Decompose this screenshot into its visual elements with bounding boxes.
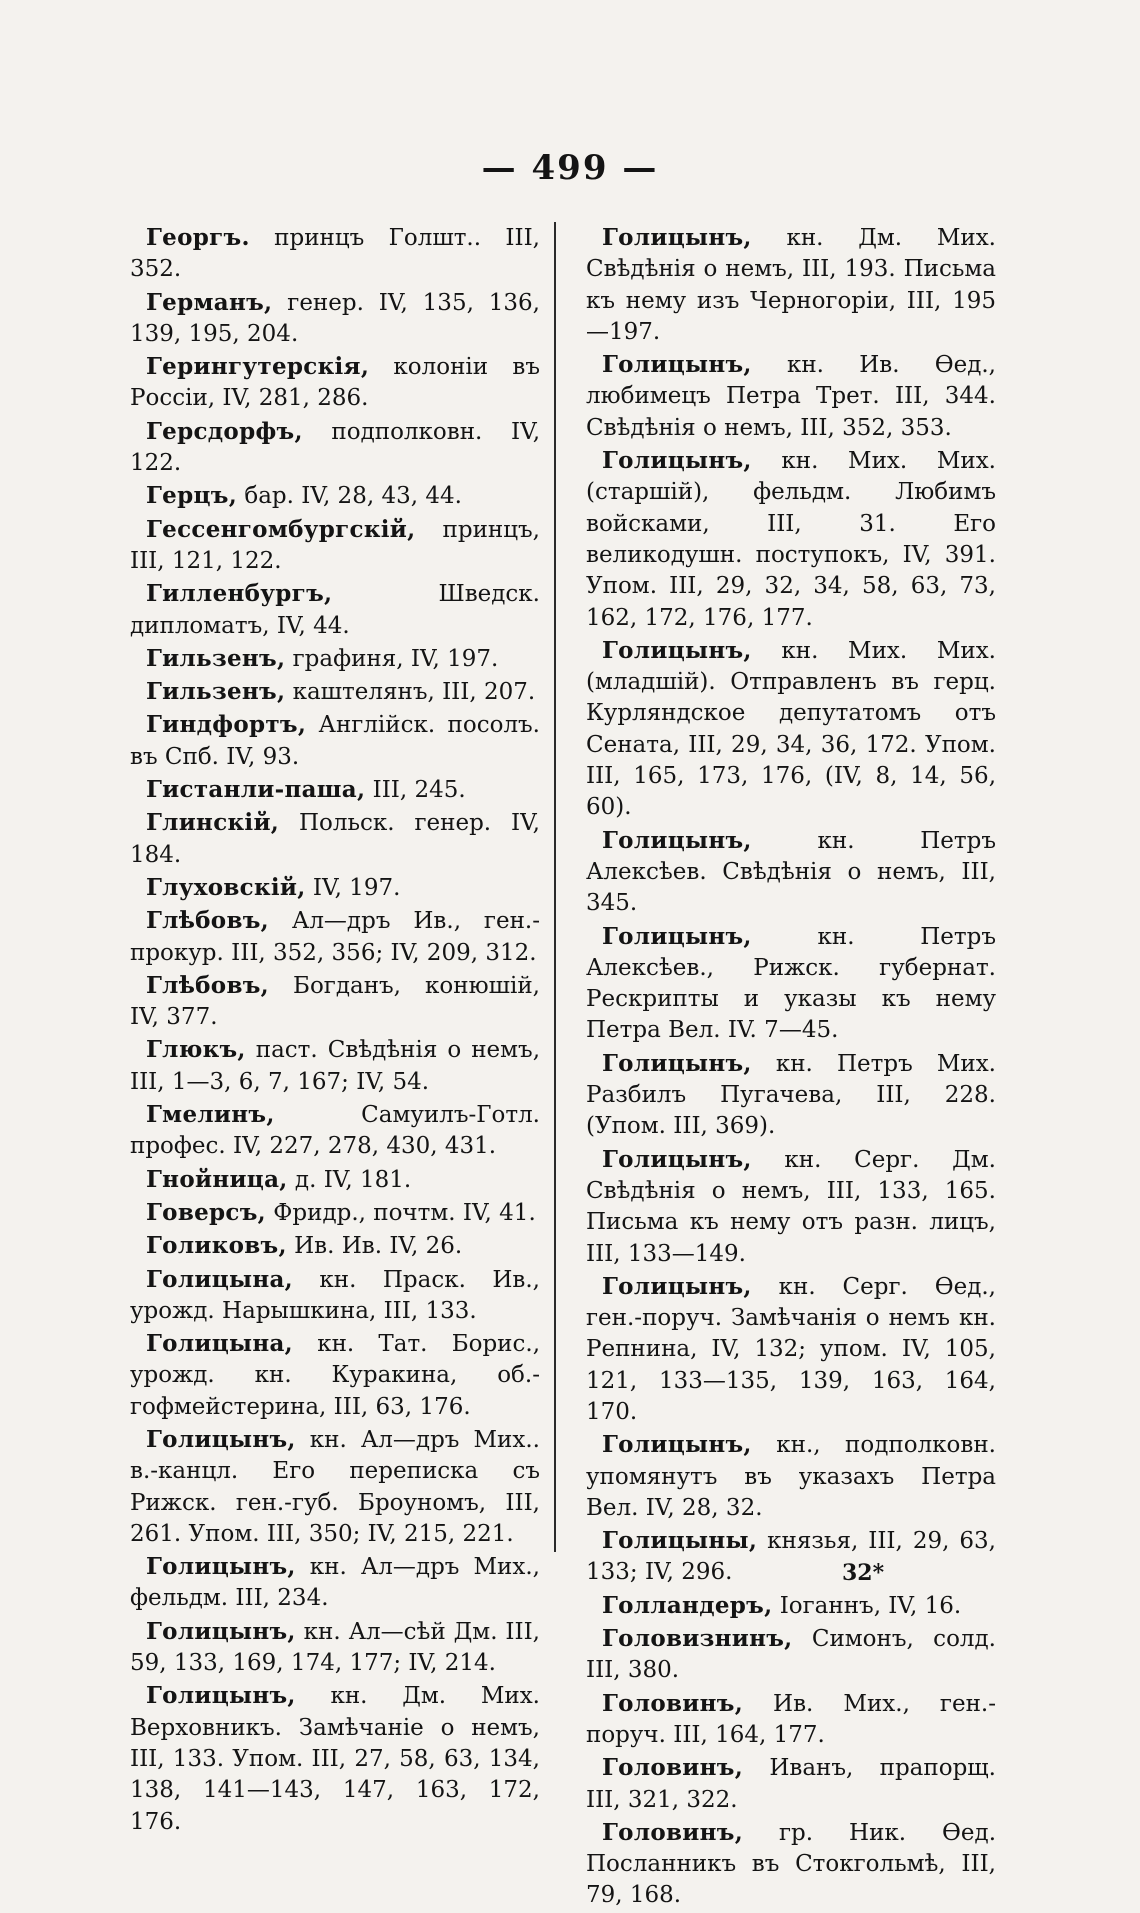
index-entry — [586, 349, 996, 444]
index-entry — [586, 1752, 996, 1816]
entry-headword: Гильзенъ, — [146, 644, 286, 672]
index-entry — [130, 1551, 540, 1615]
entry-headword: Голицынъ, — [602, 1272, 752, 1300]
index-entry — [586, 1144, 996, 1270]
entry-references: кн., подполковн. упомянутъ въ указахъ Петра Вел. IV, 28, 32. — [586, 1432, 996, 1521]
entry-headword: Гистанли-паша, — [146, 776, 366, 804]
column-divider — [554, 222, 556, 1552]
entry-references: бар. IV, 28, 43, 44. — [237, 483, 462, 510]
entry-references: генер. IV, 135, 136, 139, 195, 204. — [130, 289, 540, 347]
index-entry — [130, 709, 540, 773]
entry-headword: Герингутерскія, — [146, 353, 370, 381]
index-entry — [586, 1817, 996, 1912]
index-entry — [130, 1616, 540, 1680]
entry-references: кн. Ив. Ѳед., любимецъ Петра Трет. III, 344. Свѣдѣнія о немъ, III, 352, 353. — [586, 352, 996, 441]
entry-references: принцъ, III, 121, 122. — [130, 516, 540, 574]
entry-references: каштелянъ, III, 207. — [285, 679, 536, 706]
entry-references: Польск. генер. IV, 184. — [130, 810, 540, 868]
index-entry — [130, 1197, 540, 1229]
entry-headword: Голицынъ, — [146, 1682, 296, 1710]
entry-references: кн. Мих. Мих. (старшій), фельдм. Любимъ войсками, III, 31. Его великодушн. поступокъ, IV, 391. Упом. III, 29, 32, 34, 58, 63, 73, 162, 172, 176, 177. — [586, 448, 996, 631]
entry-headword: Голицынъ, — [602, 1431, 752, 1459]
entry-references: кн. Петръ Мих. Разбилъ Пугачева, III, 228. (Упом. III, 369). — [586, 1050, 996, 1140]
index-entry — [586, 1525, 996, 1589]
entry-headword: Гилленбургъ, — [146, 580, 333, 608]
entry-references: принцъ Голшт.. III, 352. — [130, 225, 540, 283]
entry-references: подполковн. IV, 122. — [130, 418, 540, 477]
index-entry — [130, 676, 540, 708]
entry-references: Шведск. дипломатъ, IV, 44. — [130, 581, 540, 639]
entry-references: Симонъ, солд. III, 380. — [586, 1626, 996, 1684]
index-entry — [586, 1688, 996, 1752]
entry-references: Иванъ, прапорщ. III, 321, 322. — [586, 1755, 996, 1813]
entry-headword: Голицынъ, — [602, 636, 752, 664]
index-entry — [586, 825, 996, 920]
index-entry — [130, 905, 540, 969]
entry-references: Іоганнъ, IV, 16. — [772, 1592, 962, 1619]
entry-references: кн. Ал—сѣй Дм. III, 59, 133, 169, 174, 177; IV, 214. — [130, 1618, 540, 1677]
entry-references: Самуилъ-Готл. профес. IV, 227, 278, 430, 431. — [130, 1102, 540, 1160]
index-entry — [130, 416, 540, 480]
index-entry — [586, 1271, 996, 1428]
entry-references: III, 245. — [365, 777, 466, 804]
entry-headword: Голицыны, — [602, 1527, 758, 1555]
entry-headword: Головинъ, — [602, 1818, 744, 1846]
entry-headword: Голицына, — [146, 1330, 293, 1358]
index-entry — [130, 287, 540, 351]
index-entry — [586, 1048, 996, 1143]
entry-headword: Голицынъ, — [602, 224, 752, 251]
entry-headword: Голицынъ, — [602, 351, 752, 379]
index-entry — [586, 222, 996, 348]
entry-references: паст. Свѣдѣнія о немъ, III, 1—3, 6, 7, 167; IV, 54. — [130, 1037, 540, 1095]
entry-headword: Глѣбовъ, — [146, 971, 269, 999]
entry-references: Фридр., почтм. IV, 41. — [265, 1199, 536, 1226]
index-entry — [130, 872, 540, 904]
entry-headword: Глинскій, — [146, 809, 280, 837]
index-entry — [130, 1230, 540, 1262]
entry-headword: Германъ, — [146, 288, 273, 316]
entry-references: Англійск. посолъ. въ Спб. IV, 93. — [130, 712, 540, 770]
index-entry — [586, 921, 996, 1047]
entry-headword: Герсдорфъ, — [146, 417, 303, 445]
entry-references: кн. Петръ Алексѣев., Рижск. губернат. Рескрипты и указы къ нему Петра Вел. IV. 7—45. — [586, 923, 996, 1044]
entry-headword: Гильзенъ, — [146, 678, 286, 706]
entry-headword: Голицынъ, — [602, 447, 752, 475]
index-column-right — [586, 222, 996, 1913]
index-entry — [130, 480, 540, 512]
entry-headword: Голицынъ, — [602, 922, 752, 950]
entry-references: колоніи въ Россіи, IV, 281, 286. — [130, 354, 540, 412]
index-entry — [586, 1429, 996, 1524]
index-entry — [586, 1590, 996, 1622]
entry-headword: Голиковъ, — [146, 1232, 287, 1260]
entry-references: кн. Мих. Мих. (младшій). Отправленъ въ герц. Курляндское депутатомъ отъ Сената, III, 29, 34, 36, 172. Упом. III, 165, 173, 176, (IV, 8, 14, 56, 60). — [586, 637, 996, 821]
entry-headword: Гессенгомбургскій, — [146, 515, 416, 543]
index-entry — [130, 222, 540, 286]
entry-headword: Гиндфортъ, — [146, 711, 307, 739]
entry-headword: Глуховскій, — [146, 873, 306, 901]
entry-references: Ив. Мих., ген.-поруч. III, 164, 177. — [586, 1690, 996, 1748]
entry-headword: Голицынъ, — [602, 1145, 752, 1173]
entry-headword: Глѣбовъ, — [146, 907, 269, 935]
entry-references: кн. Тат. Борис., урожд. кн. Куракина, об.-гофмейстерина, III, 63, 176. — [130, 1331, 540, 1420]
entry-references: IV, 197. — [305, 874, 401, 901]
index-entry — [130, 774, 540, 806]
entry-headword: Голицынъ, — [146, 1553, 296, 1581]
index-entry — [130, 351, 540, 415]
index-entry — [130, 578, 540, 642]
entry-references: Богданъ, конюшій, IV, 377. — [130, 972, 540, 1031]
entry-headword: Голландеръ, — [602, 1591, 773, 1619]
index-entry — [130, 1680, 540, 1837]
entry-references: кн. Серг. Дм. Свѣдѣнія о немъ, III, 133, 165. Письма къ нему отъ разн. лицъ, III, 133—149. — [586, 1146, 996, 1267]
entry-headword: Голицынъ, — [146, 1617, 296, 1645]
entry-references: кн. Ал—дръ Мих.. в.-канцл. Его переписка съ Рижск. ген.-губ. Броуномъ, III, 261. Упом. III, 350; IV, 215, 221. — [130, 1426, 540, 1547]
entry-references: кн. Ал—дръ Мих., фельдм. III, 234. — [130, 1554, 540, 1612]
index-entry — [130, 970, 540, 1034]
entry-references: кн. Дм. Мих. Свѣдѣнія о немъ, III, 193. Письма къ нему изъ Черногоріи, III, 195—197. — [586, 225, 996, 345]
entry-references: князья, III, 29, 63, 133; IV, 296. — [586, 1528, 996, 1586]
index-entry — [130, 643, 540, 675]
index-entry — [586, 1623, 996, 1687]
entry-references: гр. Ник. Ѳед. Посланникъ въ Стокгольмѣ, III, 79, 168. — [586, 1819, 996, 1909]
entry-headword: Гмелинъ, — [146, 1101, 275, 1129]
entry-headword: Головинъ, — [602, 1689, 744, 1717]
index-entry — [586, 635, 996, 824]
entry-headword: Голицынъ, — [602, 1049, 752, 1077]
index-entry — [586, 445, 996, 634]
index-entry — [130, 514, 540, 578]
index-entry — [130, 1034, 540, 1098]
entry-references: Ал—дръ Ив., ген.-прокур. III, 352, 356; IV, 209, 312. — [130, 908, 540, 966]
page-number: — 499 — — [481, 148, 659, 188]
entry-headword: Говерсъ, — [146, 1198, 266, 1226]
index-entry — [130, 1328, 540, 1423]
index-entry — [130, 807, 540, 871]
entry-references: кн. Петръ Алексѣев. Свѣдѣнія о немъ, III, 345. — [586, 827, 996, 917]
index-entry — [130, 1164, 540, 1196]
entry-headword: Головизнинъ, — [602, 1625, 793, 1653]
entry-references: кн. Дм. Мих. Верховникъ. Замѣчаніе о немъ, III, 133. Упом. III, 27, 58, 63, 134, 138, 141—143, 147, 163, 172, 176. — [130, 1683, 540, 1835]
index-column-left — [130, 222, 540, 1839]
entry-references: кн. Праск. Ив., урожд. Нарышкина, III, 133. — [130, 1266, 540, 1324]
entry-headword: Головинъ, — [602, 1754, 744, 1782]
entry-headword: Голицынъ, — [146, 1425, 296, 1453]
index-entry — [130, 1099, 540, 1163]
entry-references: Ив. Ив. IV, 26. — [286, 1233, 463, 1260]
signature-mark: 32* — [842, 1560, 885, 1586]
index-entry — [130, 1264, 540, 1328]
entry-headword: Голицына, — [146, 1265, 293, 1293]
index-entry — [130, 1424, 540, 1550]
entry-references: кн. Серг. Ѳед., ген.-поруч. Замѣчанія о немъ кн. Репнина, IV, 132; упом. IV, 105, 121, 133—135, 139, 163, 164, 170. — [586, 1273, 996, 1425]
entry-headword: Глюкъ, — [146, 1036, 246, 1064]
entry-headword: Герцъ, — [146, 482, 238, 510]
entry-headword: Гнойница, — [146, 1165, 288, 1193]
entry-headword: Георгъ. — [146, 224, 250, 251]
entry-references: д. IV, 181. — [287, 1166, 412, 1193]
entry-headword: Голицынъ, — [602, 826, 752, 854]
entry-references: графиня, IV, 197. — [285, 645, 499, 672]
